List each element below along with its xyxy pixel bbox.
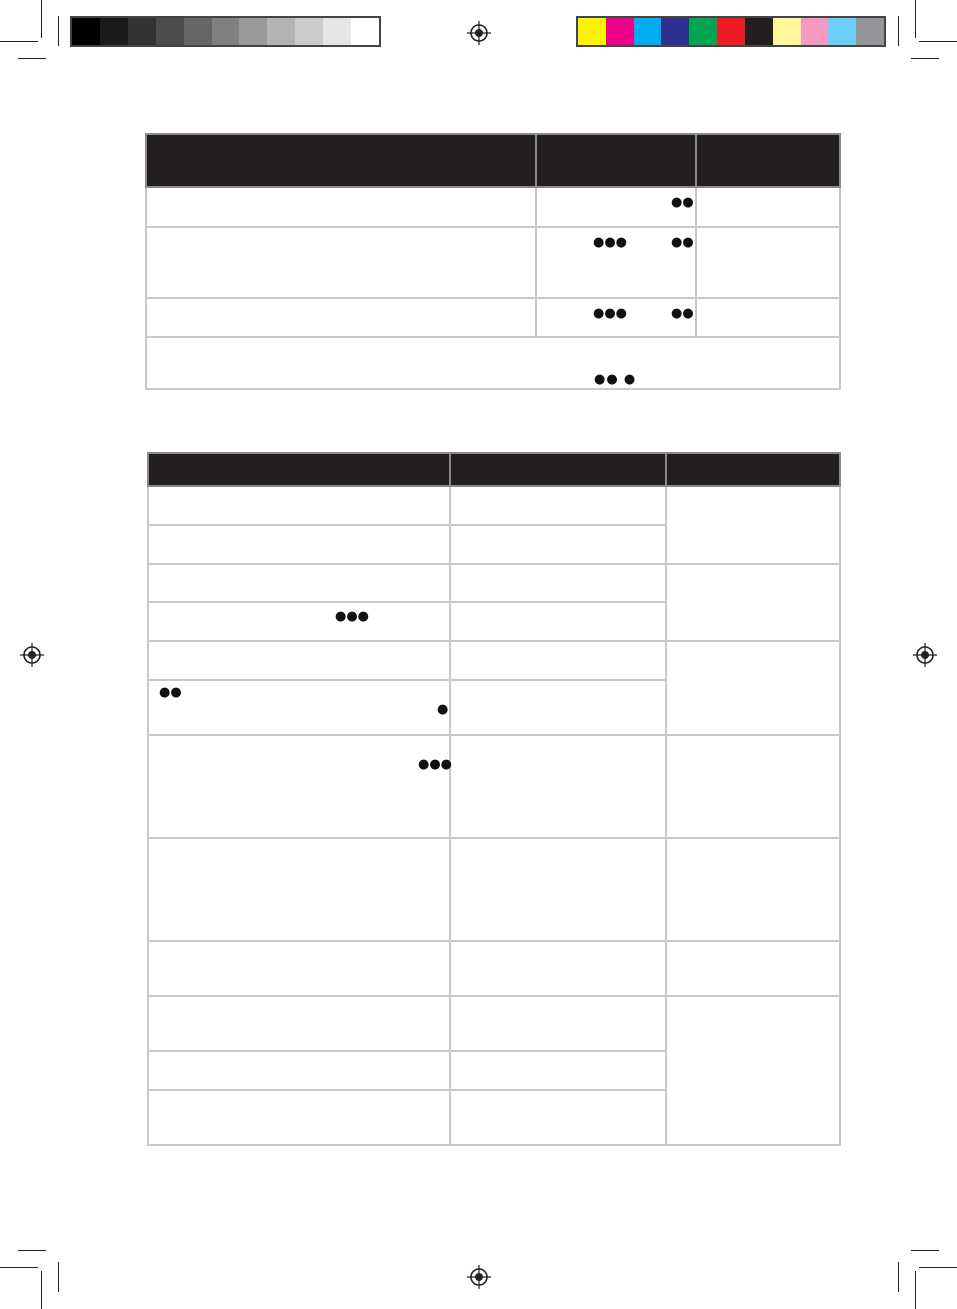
color-swatch xyxy=(606,18,634,45)
table-cell xyxy=(696,187,840,227)
bullet-marker: ●● xyxy=(159,685,182,700)
gray-swatch xyxy=(267,18,295,45)
table-cell xyxy=(696,298,840,337)
table-1-header-cell xyxy=(696,134,840,187)
table-cell xyxy=(148,680,450,735)
table-cell xyxy=(148,486,450,525)
table-row xyxy=(148,996,840,1051)
table-cell xyxy=(450,641,666,680)
registration-mark-icon xyxy=(20,643,44,667)
table-row xyxy=(148,735,840,838)
table-cell xyxy=(146,227,536,298)
table-row xyxy=(148,564,840,602)
gray-swatch xyxy=(212,18,240,45)
color-swatch xyxy=(717,18,745,45)
table-row xyxy=(146,337,840,389)
color-swatch xyxy=(745,18,773,45)
bullet-marker: ● xyxy=(437,702,449,717)
table-cell xyxy=(450,941,666,996)
table-cell xyxy=(666,996,840,1145)
gray-swatch xyxy=(156,18,184,45)
color-swatch xyxy=(828,18,856,45)
table-cell xyxy=(666,838,840,941)
color-swatch xyxy=(801,18,829,45)
table-2-header-cell xyxy=(666,453,840,486)
gray-swatch xyxy=(184,18,212,45)
gray-swatch xyxy=(239,18,267,45)
color-swatch xyxy=(634,18,662,45)
table-cell xyxy=(536,187,696,227)
table-cell xyxy=(450,486,666,525)
table-cell xyxy=(450,735,666,838)
table-row xyxy=(148,641,840,680)
table-cell xyxy=(666,941,840,996)
table-cell xyxy=(666,564,840,641)
table-row xyxy=(148,486,840,525)
table-cell xyxy=(146,337,840,389)
table-cell xyxy=(666,486,840,564)
table-cell xyxy=(148,735,453,838)
table-cell xyxy=(148,838,450,941)
bullet-marker: ●● xyxy=(671,235,694,250)
bullet-marker: ●● xyxy=(671,306,694,321)
color-swatch xyxy=(661,18,689,45)
table-cell xyxy=(450,996,666,1051)
table-cell xyxy=(536,227,696,298)
table-1 xyxy=(145,133,841,390)
process-color-bar xyxy=(576,16,886,47)
table-cell xyxy=(450,680,666,735)
color-swatch xyxy=(689,18,717,45)
gray-swatch xyxy=(72,18,100,45)
table-cell xyxy=(148,941,450,996)
table-cell xyxy=(666,735,840,838)
bullet-marker: ●●● xyxy=(418,757,453,772)
table-row xyxy=(146,298,840,337)
registration-mark-icon xyxy=(467,21,491,45)
table-cell xyxy=(450,525,666,564)
table-cell xyxy=(148,641,450,680)
table-1-header-cell xyxy=(146,134,536,187)
table-cell xyxy=(148,1090,450,1145)
table-cell xyxy=(536,298,696,337)
gray-swatch xyxy=(295,18,323,45)
table-cell xyxy=(696,227,840,298)
gray-swatch xyxy=(100,18,128,45)
table-cell xyxy=(450,838,666,941)
table-cell xyxy=(148,602,450,641)
table-cell xyxy=(146,187,536,227)
color-swatch xyxy=(856,18,884,45)
table-row xyxy=(146,227,840,298)
table-cell xyxy=(148,1051,450,1090)
table-cell xyxy=(148,564,450,602)
table-cell xyxy=(450,1051,666,1090)
gray-swatch xyxy=(351,18,379,45)
table-cell xyxy=(666,641,840,735)
grayscale-color-bar xyxy=(70,16,381,47)
bullet-marker: ●●● xyxy=(593,235,628,250)
table-2-header-cell xyxy=(450,453,666,486)
table-1-header-cell xyxy=(536,134,696,187)
color-swatch xyxy=(773,18,801,45)
bullet-marker: ●● ● xyxy=(594,372,637,387)
bullet-marker: ●● xyxy=(671,195,694,210)
registration-mark-icon xyxy=(913,643,937,667)
table-cell xyxy=(450,602,666,641)
table-2-header-cell xyxy=(148,453,450,486)
table-row xyxy=(148,941,840,996)
gray-swatch xyxy=(128,18,156,45)
table-cell xyxy=(148,525,450,564)
table-cell xyxy=(146,298,536,337)
bullet-marker: ●●● xyxy=(335,609,370,624)
table-cell xyxy=(450,564,666,602)
color-swatch xyxy=(578,18,606,45)
table-cell xyxy=(450,1090,666,1145)
table-2 xyxy=(147,452,841,1146)
table-row xyxy=(148,838,840,941)
registration-mark-icon xyxy=(467,1265,491,1289)
gray-swatch xyxy=(323,18,351,45)
bullet-marker: ●●● xyxy=(593,306,628,321)
table-cell xyxy=(148,996,450,1051)
table-row xyxy=(146,187,840,227)
